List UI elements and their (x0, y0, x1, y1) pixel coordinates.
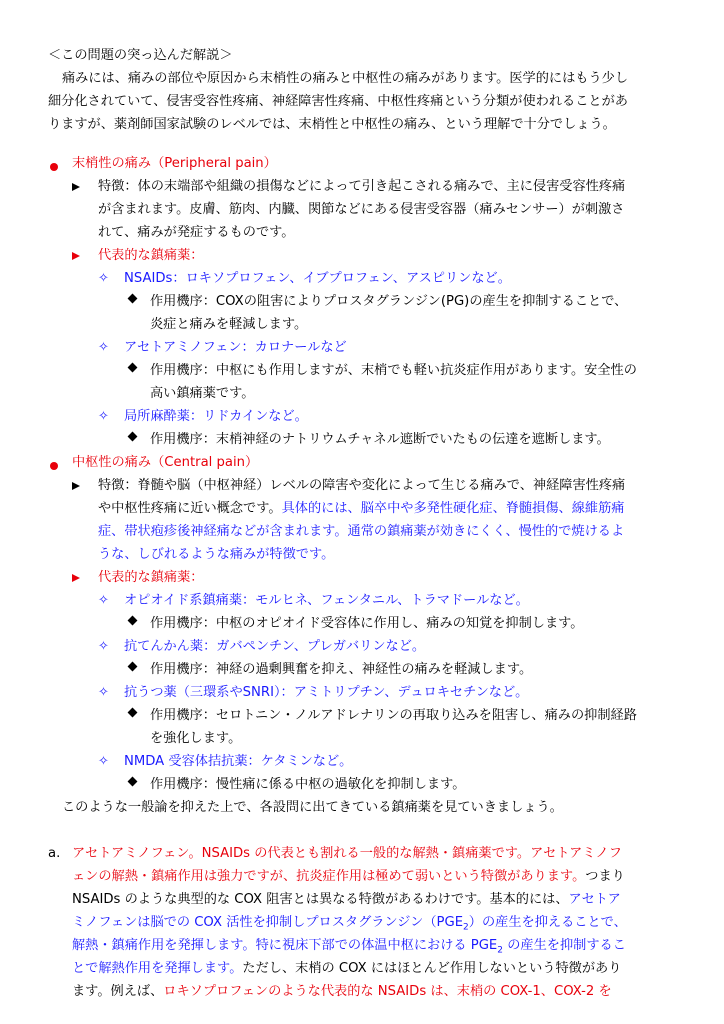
open-diamond-icon: ✧ (98, 639, 109, 654)
peripheral-drug-3-mech: 作用機序：末梢神経のナトリウムチャネル遮断でいたもの伝達を遮断します。 (150, 432, 610, 447)
peripheral-drug-1-mech-2: 炎症と痛みを軽減します。 (150, 317, 308, 332)
peripheral-title: 末梢性の痛み（Peripheral pain） (72, 156, 277, 171)
open-diamond-icon: ✧ (98, 340, 109, 355)
answer-label: a. (48, 846, 61, 861)
red-bullet-icon (50, 462, 58, 470)
open-diamond-icon: ✧ (98, 593, 109, 608)
central-drug-3: 抗うつ薬（三環系やSNRI）：アミトリプチン、デュロキセチンなど。 (124, 685, 529, 700)
central-title: 中枢性の痛み（Central pain） (72, 455, 259, 470)
peripheral-drug-2-mech-2: 高い鎮痛薬です。 (150, 386, 255, 401)
arrow-bullet-icon (72, 482, 80, 490)
open-diamond-icon: ✧ (98, 754, 109, 769)
central-feature-3: 症、帯状疱疹後神経痛などが含まれます。通常の鎮痛薬が効きにくく、慢性的で焼けるよ (98, 524, 625, 539)
peripheral-drug-1: NSAIDs：ロキソプロフェン、イブプロフェン、アスピリンなど。 (124, 271, 511, 286)
open-diamond-icon: ✧ (98, 271, 109, 286)
peripheral-feature-2: が含まれます。皮膚、筋肉、内臓、関節などにある侵害受容器（痛みセンサー）が刺激さ (98, 202, 625, 217)
peripheral-drug-2: アセトアミノフェン：カロナールなど (124, 340, 347, 355)
central-drug-3-mech-1: 作用機序：セロトニン・ノルアドレナリンの再取り込みを阻害し、痛みの抑制経路 (150, 708, 637, 723)
answer-a-line-4: ミノフェンは脳での COX 活性を抑制しプロスタグランジン$(PGE_2)$の産生を抑えることで、 (72, 915, 627, 933)
peripheral-drug-1-mech-1: 作用機序：COXの阻害によりプロスタグランジン(PG)の産生を抑制することで、 (150, 294, 628, 309)
central-feature-2: や中枢性疼痛に近い概念です。具体的には、脳卒中や多発性硬化症、脊髄損傷、線維筋痛 (98, 501, 625, 516)
central-drug-4: NMDA 受容体拮抗薬：ケタミンなど。 (124, 754, 353, 769)
central-drug-4-mech: 作用機序：慢性痛に係る中枢の過敏化を抑制します。 (150, 777, 466, 792)
intro-line-3: りますが、薬剤師国家試験のレベルでは、末梢性と中枢性の痛み、という理解で十分でしょう。 (48, 117, 616, 132)
central-drug-1-mech: 作用機序：中枢のオピオイド受容体に作用し、痛みの知覚を抑制します。 (150, 616, 584, 631)
filled-diamond-icon (128, 777, 138, 787)
peripheral-feature-1: 特徴：体の末端部や組織の損傷などによって引き起こされる痛みで、主に侵害受容性疼痛 (98, 179, 626, 194)
filled-diamond-icon (128, 363, 138, 373)
central-drug-2-mech: 作用機序：神経の過剰興奮を抑え、神経性の痛みを軽減します。 (150, 662, 533, 677)
section-heading: ＜この問題の突っ込んだ解説＞ (48, 48, 233, 63)
peripheral-drug-3: 局所麻酔薬：リドカインなど。 (124, 409, 308, 424)
answer-a-line-1: アセトアミノフェン。NSAIDs の代表とも割れる一般的な解熱・鎮痛薬です。アセトアミノフ (72, 846, 622, 861)
central-drug-1: オピオイド系鎮痛薬：モルヒネ、フェンタニル、トラマドールなど。 (124, 593, 529, 608)
central-drugs-label: 代表的な鎮痛薬： (98, 570, 204, 585)
peripheral-drug-2-mech-1: 作用機序：中枢にも作用しますが、末梢でも軽い抗炎症作用があります。安全性の (150, 363, 637, 378)
peripheral-feature-3: れて、痛みが発症するものです。 (98, 225, 295, 240)
filled-diamond-icon (128, 708, 138, 718)
filled-diamond-icon (128, 616, 138, 626)
summary-line: このような一般論を抑えた上で、各設問に出てきている鎮痛薬を見ていきましょう。 (62, 800, 563, 815)
red-bullet-icon (50, 163, 58, 171)
red-arrow-bullet-icon (72, 252, 80, 260)
intro-line-1: 痛みには、痛みの部位や原因から末梢性の痛みと中枢性の痛みがあります。医学的にはもう少し (62, 71, 629, 86)
central-feature-1: 特徴：脊髄や脳（中枢神経）レベルの障害や変化によって生じる痛みで、神経障害性疼痛 (98, 478, 626, 493)
open-diamond-icon: ✧ (98, 685, 109, 700)
central-drug-3-mech-2: を強化します。 (150, 731, 242, 746)
red-arrow-bullet-icon (72, 574, 80, 582)
answer-a-line-5: 解熱・鎮痛作用を発揮します。特に視床下部での体温中枢における $PGE_2$ の産生を抑制するこ (72, 938, 626, 956)
filled-diamond-icon (128, 432, 138, 442)
central-feature-4: うな、しびれるような痛みが特徴です。 (98, 547, 335, 562)
filled-diamond-icon (128, 662, 138, 672)
answer-a-line-2: ェンの解熱・鎮痛作用は強力ですが、抗炎症作用は極めて弱いという特徴があります。つまり (72, 869, 625, 884)
filled-diamond-icon (128, 294, 138, 304)
answer-a-line-6: とで解熱作用を発揮します。ただし、末梢の COX にはほとんど作用しないという特徴があり (72, 961, 622, 976)
answer-a-line-3: NSAIDs のような典型的な COX 阻害とは異なる特徴があるわけです。基本的には、アセトア (72, 892, 621, 907)
open-diamond-icon: ✧ (98, 409, 109, 424)
arrow-bullet-icon (72, 183, 80, 191)
central-drug-2: 抗てんかん薬：ガバペンチン、プレガバリンなど。 (124, 639, 426, 654)
answer-a-line-7: ます。例えば、ロキソプロフェンのような代表的な NSAIDs は、末梢の COX-1、COX-2 を (72, 984, 612, 999)
intro-line-2: 細分化されていて、侵害受容性疼痛、神経障害性疼痛、中枢性疼痛という分類が使われることがあ (48, 94, 628, 109)
peripheral-drugs-label: 代表的な鎮痛薬： (98, 248, 204, 263)
